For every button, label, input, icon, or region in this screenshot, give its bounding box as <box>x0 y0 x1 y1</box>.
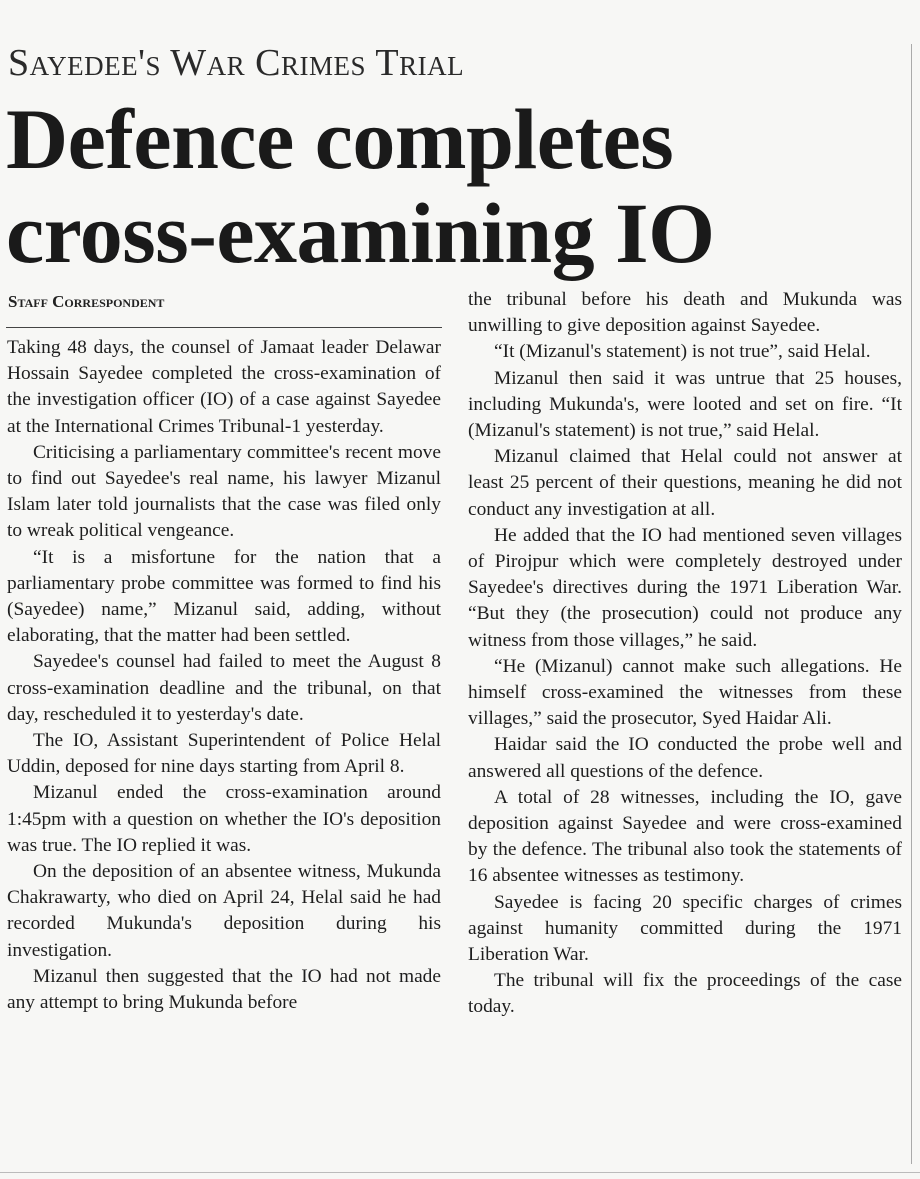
paragraph: “He (Mizanul) cannot make such allegations. He himself cross-examined the witnesses from these villages,” said the prosecutor, Syed Haidar Ali. <box>468 655 902 730</box>
headline-line-2: cross-examining IO <box>6 185 715 281</box>
paragraph: The IO, Assistant Superintendent of Police Helal Uddin, deposed for nine days starting from April 8. <box>7 730 441 778</box>
paragraph: A total of 28 witnesses, including the IO, gave deposition against Sayedee and were cross-examined by the defence. The tribunal also took the statements of 16 absentee witnesses as testimony. <box>468 786 902 887</box>
paragraph: Mizanul then said it was untrue that 25 houses, including Mukunda's, were looted and set on fire. “It (Mizanul's statement) is not true,” said Helal. <box>468 367 902 442</box>
paragraph: Mizanul ended the cross-examination around 1:45pm with a question on whether the IO's deposition was true. The IO replied it was. <box>7 782 441 856</box>
paragraph: On the deposition of an absentee witness, Mukunda Chakrawarty, who died on April 24, Helal said he had recorded Mukunda's deposition during his investigation. <box>7 861 441 961</box>
paragraph: “It (Mizanul's statement) is not true”, said Helal. <box>494 341 871 363</box>
byline-divider <box>6 327 442 328</box>
column-divider <box>911 44 912 1164</box>
paragraph: He added that the IO had mentioned seven villages of Pirojpur which were completely destroyed under Sayedee's directives during the 1971 Liberation War. “But they (the prosecution) could not produce any witness from those villages,” he said. <box>468 524 902 651</box>
paragraph: Sayedee's counsel had failed to meet the August 8 cross-examination deadline and the tribunal, on that day, rescheduled it to yesterday's date. <box>7 651 441 725</box>
byline: Staff Correspondent <box>8 292 165 311</box>
paragraph: Criticising a parliamentary committee's recent move to find out Sayedee's real name, his lawyer Mizanul Islam later told journalists that the case was filed only to wreak political vengeance. <box>7 441 441 542</box>
paragraph: Sayedee is facing 20 specific charges of crimes against humanity committed during the 1971 Liberation War. <box>468 891 902 966</box>
paragraph: Mizanul then suggested that the IO had not made any attempt to bring Mukunda before <box>7 965 441 1014</box>
paragraph: “It is a misfortune for the nation that a parliamentary probe committee was formed to find his (Sayedee) name,” Mizanul said, adding, without elaborating, that the matter had been settled. <box>7 546 441 647</box>
article-column-1 <box>7 335 441 1016</box>
bottom-border <box>0 1172 920 1173</box>
kicker: Sayedee's War Crimes Trial <box>8 42 465 84</box>
headline <box>6 92 906 280</box>
paragraph: Mizanul claimed that Helal could not answer at least 25 percent of their questions, meaning he did not conduct any investigation at all. <box>468 446 902 520</box>
paragraph: Taking 48 days, the counsel of Jamaat leader Delawar Hossain Sayedee completed the cross-examination of the investigation officer (IO) of a case against Sayedee at the International Crimes Tribunal-1 yesterday. <box>7 337 441 437</box>
paragraph: The tribunal will fix the proceedings of the case today. <box>468 970 902 1018</box>
headline-line-1: Defence completes <box>6 91 674 187</box>
article-column-2 <box>468 287 902 1021</box>
paragraph-continued: the tribunal before his death and Mukunda was unwilling to give deposition against Sayedee. <box>468 289 902 337</box>
paragraph: Haidar said the IO conducted the probe well and answered all questions of the defence. <box>468 734 902 782</box>
